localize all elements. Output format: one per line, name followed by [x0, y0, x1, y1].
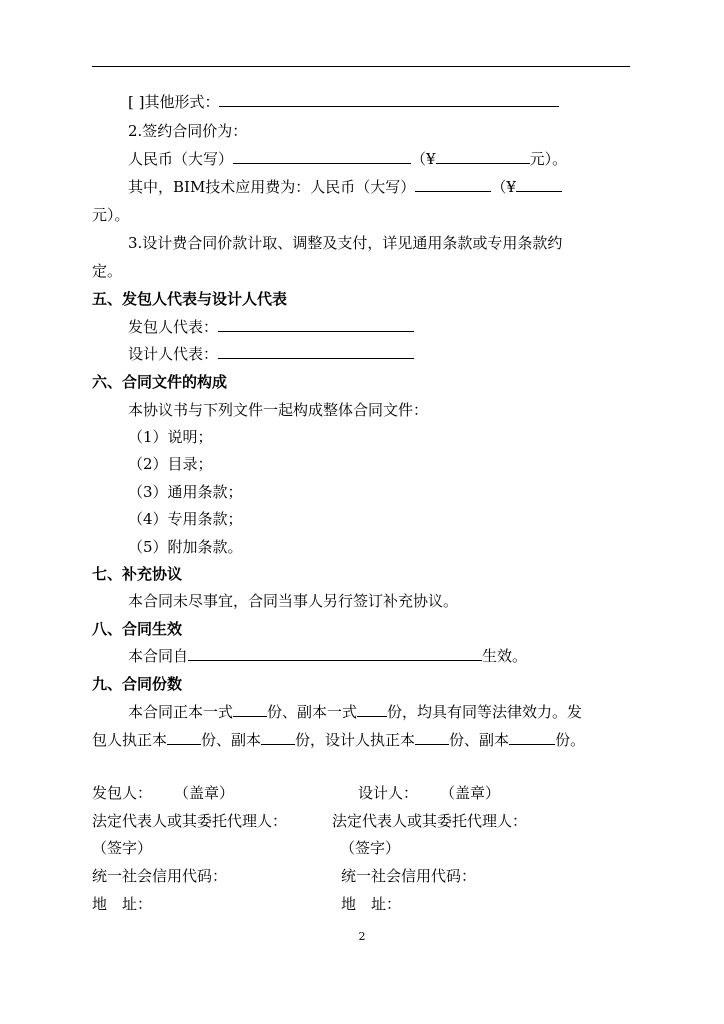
docs-list-item: （3）通用条款； — [128, 483, 243, 501]
designer-rep-line — [128, 343, 668, 365]
yen-amount-blank[interactable] — [436, 148, 530, 164]
effective-date-blank[interactable] — [188, 645, 482, 661]
copies-line-1 — [128, 701, 668, 723]
address-row — [92, 893, 632, 915]
copies-line-2 — [92, 729, 632, 751]
header-rule — [92, 66, 630, 67]
employer-rep-line — [128, 316, 668, 338]
copies-text: 份。 — [555, 731, 586, 749]
legal-rep-row — [92, 810, 632, 832]
other-form-label: [ ]其他形式： — [128, 93, 220, 111]
contract-price-heading: 2.签约合同价为： — [128, 122, 248, 140]
designer-party-label: 设计人： — [358, 784, 419, 802]
yuan-close: 元）。 — [529, 150, 568, 168]
effective-suffix: 生效。 — [482, 647, 528, 665]
employer-original-blank[interactable] — [167, 729, 201, 745]
copies-text: 份，均具有同等法律效力。发 — [387, 703, 583, 721]
bim-yuan-close: 元）。 — [92, 206, 130, 224]
section-7-heading: 七、补充协议 — [92, 565, 183, 583]
designer-rep-label: 设计人代表： — [128, 345, 219, 363]
designer-rep-blank[interactable] — [218, 343, 414, 359]
other-form-blank[interactable] — [219, 91, 559, 107]
other-form-line — [128, 91, 668, 113]
effective-prefix: 本合同自 — [128, 647, 189, 665]
designer-duplicate-blank[interactable] — [509, 729, 555, 745]
docs-list-item: （1）说明； — [128, 428, 213, 446]
section-8-heading: 八、合同生效 — [92, 620, 183, 638]
designer-seal: （盖章） — [440, 784, 501, 802]
designer-original-blank[interactable] — [415, 729, 449, 745]
section-5-heading: 五、发包人代表与设计人代表 — [92, 290, 288, 308]
copies-text: 份、副本 — [201, 731, 262, 749]
designer-legal-rep: 法定代表人或其委托代理人： — [332, 812, 528, 830]
docs-list-item: （4）专用条款； — [128, 510, 243, 528]
item-3-line-1: 3.设计费合同价款计取、调整及支付，详见通用条款或专用条款约 — [128, 234, 563, 252]
copies-text: 本合同正本一式 — [128, 703, 234, 721]
rmb-label: 人民币（大写） — [128, 150, 234, 168]
bim-rmb-blank[interactable] — [415, 176, 491, 192]
signature-row — [92, 837, 632, 859]
section-9-heading: 九、合同份数 — [92, 675, 183, 693]
credit-code-row — [92, 865, 632, 887]
employer-seal: （盖章） — [174, 784, 235, 802]
copies-text: 份、副本 — [449, 731, 510, 749]
employer-rep-label: 发包人代表： — [128, 318, 219, 336]
item-3-line-2: 定。 — [92, 262, 123, 280]
bim-line — [128, 176, 668, 198]
duplicate-copies-blank[interactable] — [357, 701, 387, 717]
docs-intro: 本协议书与下列文件一起构成整体合同文件： — [128, 401, 429, 419]
employer-duplicate-blank[interactable] — [261, 729, 295, 745]
copies-text: 包人执正本 — [92, 731, 168, 749]
docs-list-item: （2）目录； — [128, 455, 213, 473]
employer-party-label: 发包人： — [92, 784, 153, 802]
section-6-heading: 六、合同文件的构成 — [92, 373, 228, 391]
employer-credit-code: 统一社会信用代码： — [92, 867, 228, 885]
designer-credit-code: 统一社会信用代码： — [341, 867, 477, 885]
bim-label: 其中，BIM技术应用费为：人民币（大写） — [128, 178, 416, 196]
employer-rep-blank[interactable] — [218, 316, 414, 332]
employer-address: 地 址： — [92, 895, 153, 913]
employer-legal-rep: 法定代表人或其委托代理人： — [92, 812, 288, 830]
employer-sign: （签字） — [92, 839, 153, 857]
designer-sign: （签字） — [340, 839, 401, 857]
copies-text: 份、副本一式 — [267, 703, 358, 721]
rmb-line — [128, 148, 668, 170]
effective-line — [128, 645, 668, 667]
page-number: 2 — [358, 930, 366, 943]
bim-yen-blank[interactable] — [516, 176, 562, 192]
docs-list-item: （5）附加条款。 — [128, 538, 243, 556]
copies-text: 份，设计人执正本 — [295, 731, 416, 749]
employer-party-row — [92, 782, 632, 804]
bim-yen-open: （¥ — [491, 178, 516, 196]
designer-address: 地 址： — [341, 895, 402, 913]
yen-open: （¥ — [411, 150, 436, 168]
original-copies-blank[interactable] — [233, 701, 267, 717]
rmb-amount-blank[interactable] — [233, 148, 411, 164]
designer-party-group — [358, 782, 500, 804]
supplement-text: 本合同未尽事宜，合同当事人另行签订补充协议。 — [128, 592, 459, 610]
